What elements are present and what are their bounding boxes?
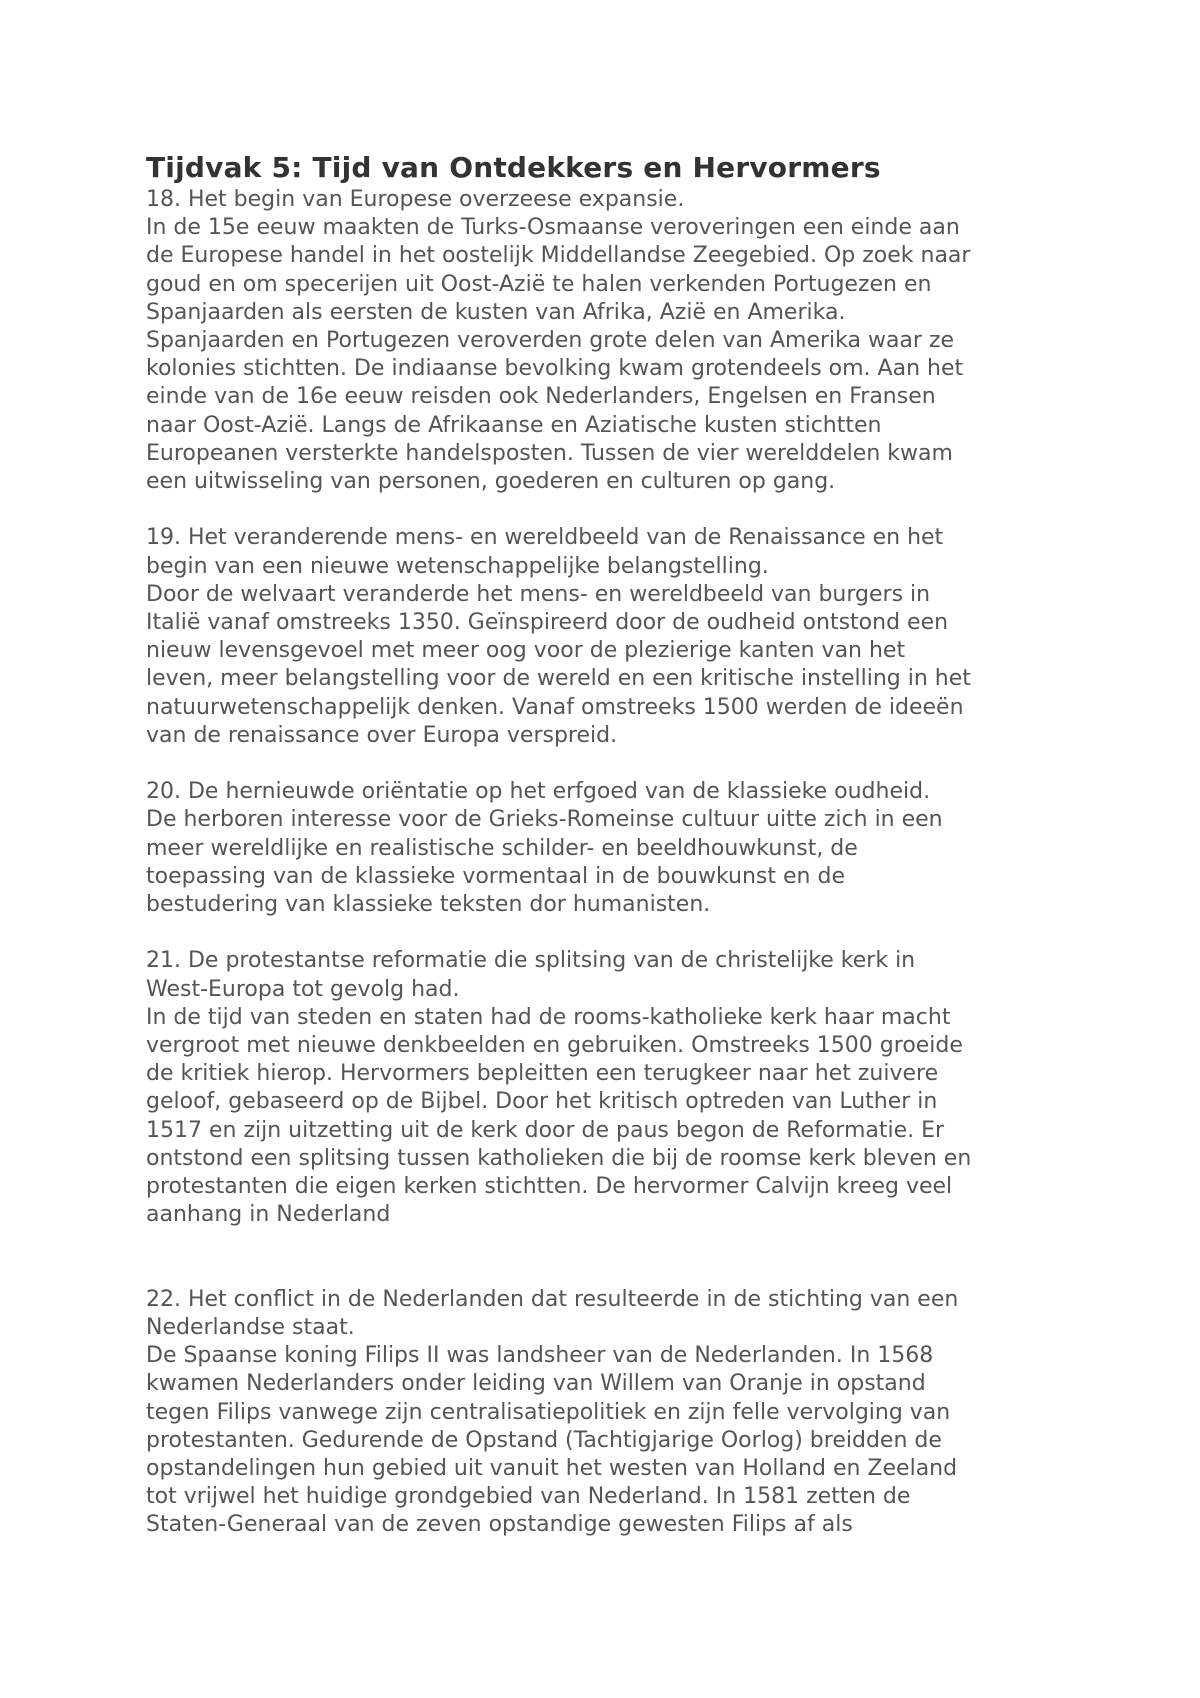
paragraph-line: Europeanen versterkte handelsposten. Tussen de vier werelddelen kwam: [146, 440, 953, 466]
paragraph-line: geloof, gebaseerd op de Bijbel. Door het kritisch optreden van Luther in: [146, 1089, 938, 1115]
paragraph-line: Staten-Generaal van de zeven opstandige gewesten Filips af als: [146, 1512, 853, 1538]
section-19: [146, 524, 1106, 750]
section-heading: 18. Het begin van Europese overzeese expansie.: [146, 187, 685, 212]
paragraph-line: opstandelingen hun gebied uit vanuit het westen van Holland en Zeeland: [146, 1456, 958, 1482]
paragraph-line: nieuw levensgevoel met meer oog voor de plezierige kanten van het: [146, 638, 906, 664]
paragraph-line: kolonies stichtten. De indiaanse bevolking kwam grotendeels om. Aan het: [146, 356, 964, 382]
blank-line: [146, 496, 1106, 524]
paragraph-line: leven, meer belangstelling voor de wereld en een kritische instelling in het: [146, 666, 971, 692]
section-20: [146, 778, 1106, 919]
paragraph-line: bestudering van klassieke teksten dor humanisten.: [146, 892, 711, 918]
paragraph-line: tot vrijwel het huidige grondgebied van Nederland. In 1581 zetten de: [146, 1484, 911, 1510]
section-heading: 20. De hernieuwde oriëntatie op het erfgoed van de klassieke oudheid.: [146, 779, 931, 805]
paragraph-line: einde van de 16e eeuw reisden ook Nederlanders, Engelsen en Fransen: [146, 384, 936, 410]
paragraph-line: Spanjaarden als eersten de kusten van Afrika, Azië en Amerika.: [146, 299, 846, 325]
section-21: [146, 947, 1106, 1229]
section-heading: Nederlandse staat.: [146, 1315, 355, 1341]
section-heading: 22. Het conflict in de Nederlanden dat resulteerde in de stichting van een: [146, 1286, 959, 1312]
paragraph-line: Spanjaarden en Portugezen veroverden grote delen van Amerika waar ze: [146, 328, 955, 354]
paragraph-line: goud en om specerijen uit Oost-Azië te halen verkenden Portugezen en: [146, 271, 932, 297]
blank-line: [146, 750, 1106, 778]
paragraph-line: In de 15e eeuw maakten de Turks-Osmaanse veroveringen een einde aan: [146, 215, 960, 241]
section-heading: 19. Het veranderende mens- en wereldbeeld van de Renaissance en het: [146, 525, 944, 551]
document-title: Tijdvak 5: Tijd van Ontdekkers en Hervormers: [146, 151, 881, 184]
paragraph-line: ontstond een splitsing tussen katholieken die bij de roomse kerk bleven en: [146, 1145, 972, 1171]
paragraph-line: protestanten die eigen kerken stichtten. De hervormer Calvijn kreeg veel: [146, 1174, 953, 1200]
paragraph-line: van de renaissance over Europa verspreid.: [146, 722, 618, 748]
document-page: [146, 150, 1106, 1540]
blank-lines: [146, 1229, 1106, 1285]
paragraph-line: de Europese handel in het oostelijk Middellandse Zeegebied. Op zoek naar: [146, 243, 971, 269]
paragraph-line: de kritiek hierop. Hervormers bepleitten een terugkeer naar het zuivere: [146, 1061, 939, 1087]
paragraph-line: In de tijd van steden en staten had de rooms-katholieke kerk haar macht: [146, 1004, 951, 1030]
section-22: [146, 1286, 1106, 1540]
paragraph-line: 1517 en zijn uitzetting uit de kerk door de paus begon de Reformatie. Er: [146, 1117, 945, 1143]
paragraph-line: kwamen Nederlanders onder leiding van Willem van Oranje in opstand: [146, 1371, 926, 1397]
paragraph-line: toepassing van de klassieke vormentaal in de bouwkunst en de: [146, 863, 845, 889]
paragraph-line: aanhang in Nederland: [146, 1202, 391, 1228]
paragraph-line: natuurwetenschappelijk denken. Vanaf omstreeks 1500 werden de ideeën: [146, 694, 964, 720]
paragraph-line: De Spaanse koning Filips II was landsheer van de Nederlanden. In 1568: [146, 1343, 934, 1369]
section-18: [146, 186, 1106, 496]
paragraph-line: Door de welvaart veranderde het mens- en wereldbeeld van burgers in: [146, 581, 931, 607]
blank-line: [146, 919, 1106, 947]
paragraph-line: tegen Filips vanwege zijn centralisatiepolitiek en zijn felle vervolging van: [146, 1399, 951, 1425]
paragraph-line: protestanten. Gedurende de Opstand (Tachtigjarige Oorlog) breidden de: [146, 1427, 942, 1453]
section-heading: begin van een nieuwe wetenschappelijke belangstelling.: [146, 553, 769, 579]
paragraph-line: De herboren interesse voor de Grieks-Romeinse cultuur uitte zich in een: [146, 807, 943, 833]
paragraph-line: vergroot met nieuwe denkbeelden en gebruiken. Omstreeks 1500 groeide: [146, 1033, 963, 1059]
paragraph-line: naar Oost-Azië. Langs de Afrikaanse en Aziatische kusten stichtten: [146, 412, 882, 438]
paragraph-line: een uitwisseling van personen, goederen en culturen op gang.: [146, 469, 836, 495]
paragraph-line: meer wereldlijke en realistische schilder- en beeldhouwkunst, de: [146, 835, 858, 861]
section-heading: 21. De protestantse reformatie die splitsing van de christelijke kerk in: [146, 948, 916, 974]
section-heading: West-Europa tot gevolg had.: [146, 976, 460, 1002]
paragraph-line: Italië vanaf omstreeks 1350. Geïnspireerd door de oudheid ontstond een: [146, 610, 949, 636]
